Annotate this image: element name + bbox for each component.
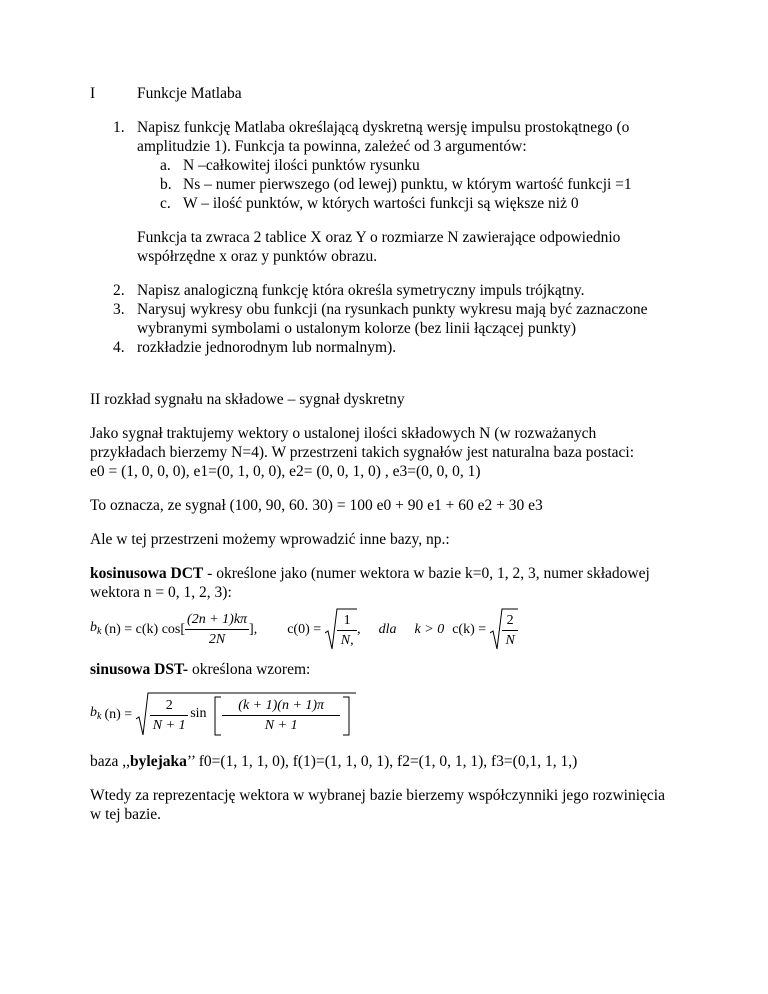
ck-sqrt: $\frac{2}{N}$ [490, 607, 518, 651]
dct-description: - określone jako (numer wektora w bazie k=0, 1, 2, 3, numer składowej [203, 565, 650, 582]
sub-item-c-text: W – ilość punktów, w których wartości funkcji są większe niż 0 [183, 195, 579, 212]
bylejaka-vectors: ’’ f0=(1, 1, 1, 0), f(1)=(1, 1, 0, 1), f2=(1, 0, 1, 1), f3=(0,1, 1, 1,) [186, 753, 578, 770]
c0-sqrt: $\frac{1}{N,}$ [325, 607, 357, 651]
paragraph-1-line-1: Jako sygnał traktujemy wektory o ustalonej ilości składowych N (w rozważanych [90, 425, 597, 442]
item-1-line-2: amplitudzie 1). Funkcja ta powinna, zależeć od 3 argumentów: [137, 138, 527, 155]
ck-label: c(k) = [452, 621, 487, 637]
dst-sqrt: $\frac{2}{N + 1}$ sin $\frac{(k + 1)(n + 1)\pi}{N + 1}$ [136, 691, 356, 737]
sub-item-b-label: b. [160, 176, 172, 193]
dct-tail: ], [249, 621, 258, 637]
bylejaka-label: bylejaka [130, 753, 187, 770]
dst-description: określona wzorem: [188, 661, 311, 678]
sub-item-a-text: N –całkowitej ilości punktów rysunku [183, 157, 420, 174]
dst-heading [90, 660, 310, 679]
sub-item-c-label: c. [160, 195, 171, 212]
dct-heading-line-1 [90, 564, 650, 583]
dct-cos-fraction: $\frac{(2n + 1)k\pi}{2N}$ [187, 611, 248, 647]
item-3-number: 3. [113, 301, 125, 318]
final-line-2: w tej bazie. [90, 806, 162, 823]
dst-formula [90, 688, 356, 740]
bylejaka-prefix: baza ,, [90, 753, 131, 770]
paragraph-1-line-2: przykładach bierzemy N=4). W przestrzeni takich sygnałów jest naturalna baza postaci: [90, 444, 634, 461]
item-1-number: 1. [113, 119, 125, 136]
section-1-title: Funkcje Matlaba [137, 85, 242, 102]
dct-formula [90, 603, 518, 655]
item-2-text: Napisz analogiczną funkcję która określa symetryczny impuls trójkątny. [137, 282, 585, 299]
dst-lhs: $b_k$ [90, 704, 102, 722]
dst-lhs-argument: (n) = [104, 706, 133, 722]
item-1-paragraph-line-1: Funkcja ta zwraca 2 tablice X oraz Y o rozmiarze N zawierające odpowiednio [137, 229, 621, 246]
dct-lhs: $b_k$ [90, 619, 102, 637]
paragraph-3: Ale w tej przestrzeni możemy wprowadzić inne bazy, np.: [90, 531, 450, 548]
paragraph-2: To oznacza, ze sygnał (100, 90, 60. 30) = 100 e0 + 90 e1 + 60 e2 + 30 e3 [90, 497, 543, 514]
sub-item-b-text: Ns – numer pierwszego (od lewej) punktu, w którym wartość funkcji =1 [183, 176, 632, 193]
dct-heading-line-2: wektora n = 0, 1, 2, 3): [90, 584, 232, 601]
section-1-number: I [90, 85, 96, 102]
c0-label: c(0) = [287, 621, 322, 637]
dst-label: sinusowa DST- [90, 661, 189, 678]
dla-word: dla [378, 621, 397, 637]
section-2-title: II rozkład sygnału na składowe – sygnał dyskretny [90, 391, 405, 408]
dct-condition: k > 0 [414, 621, 445, 637]
sub-item-a-label: a. [160, 157, 171, 174]
paragraph-1-line-3: e0 = (1, 0, 0, 0), e1=(0, 1, 0, 0), e2= (0, 0, 1, 0) , e3=(0, 0, 0, 1) [90, 463, 481, 480]
dct-label: kosinusowa DCT [90, 565, 204, 582]
item-3-line-1: Narysuj wykresy obu funkcji (na rysunkach punkty wykresu mają być zaznaczone [137, 301, 648, 318]
final-line-1: Wtedy za reprezentację wektora w wybranej bazie bierzemy współczynniki jego rozwinięcia [90, 787, 665, 804]
item-4-text: rozkładzie jednorodnym lub normalnym). [137, 339, 397, 356]
item-1-line-1: Napisz funkcję Matlaba określającą dyskretną wersję impulsu prostokątnego (o [137, 119, 630, 136]
item-2-number: 2. [113, 282, 125, 299]
item-4-number: 4. [113, 339, 125, 356]
item-3-line-2: wybranymi symbolami o ustalonym kolorze (bez linii łączącej punkty) [137, 320, 577, 337]
dct-lhs-argument: (n) = c(k) cos[ [104, 621, 186, 637]
c0-tail: , [357, 621, 361, 637]
bylejaka-basis-line [90, 752, 577, 771]
item-1-paragraph-line-2: współrzędne x oraz y punktów obrazu. [137, 248, 378, 265]
